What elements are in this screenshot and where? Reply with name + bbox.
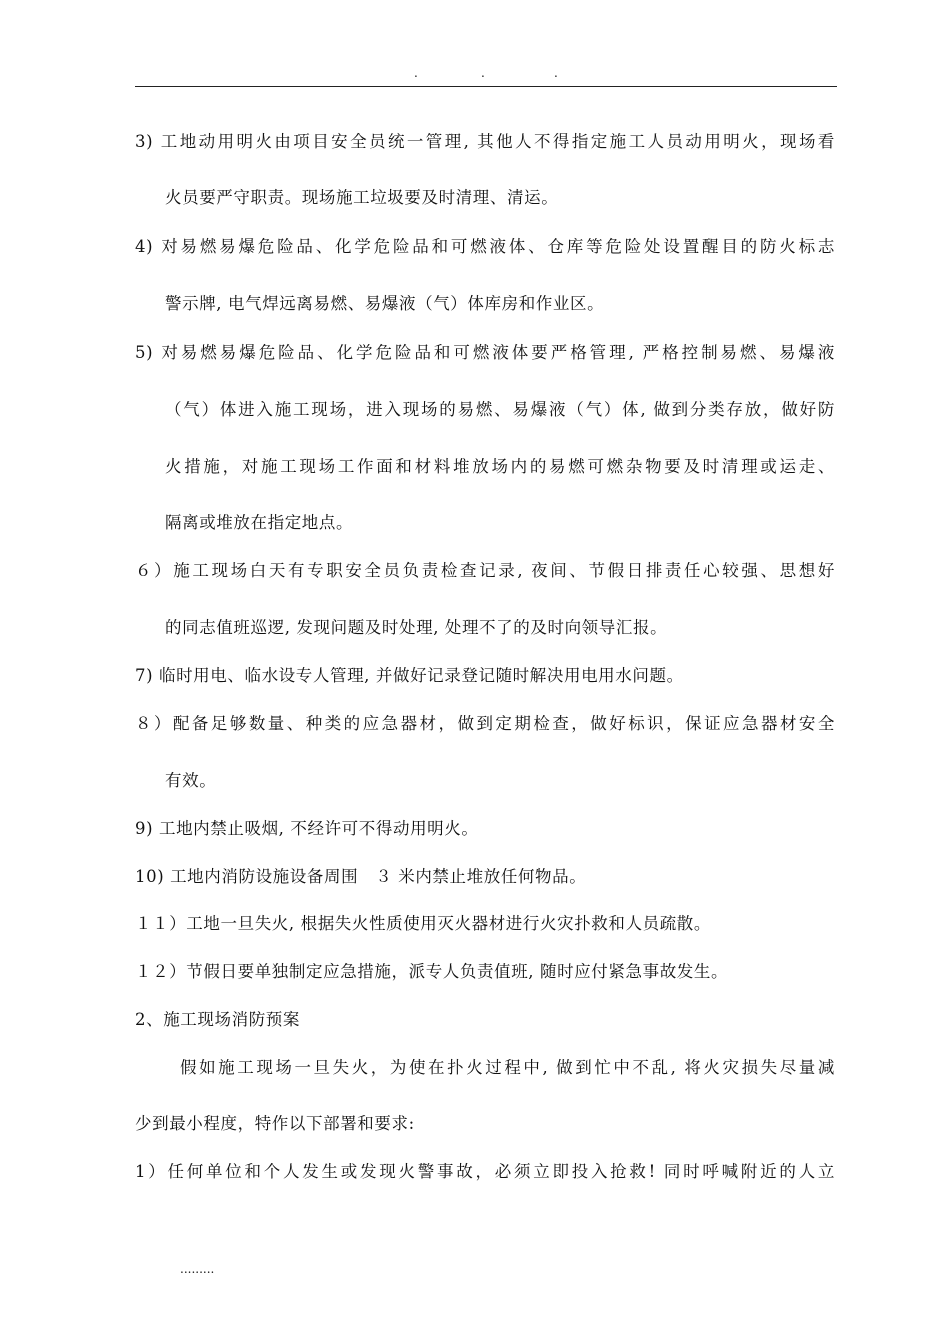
header-dot: . [554, 66, 558, 80]
text-line: 警示牌, 电气焊远离易燃、易爆液（气）体库房和作业区。 [165, 294, 605, 313]
section-heading: 2、施工现场消防预案 [135, 1010, 300, 1029]
text-line: １１）工地一旦失火, 根据失火性质使用灭火器材进行火灾扑救和人员疏散。 [135, 914, 711, 933]
text-line: 的同志值班巡逻, 发现问题及时处理, 处理不了的及时向领导汇报。 [165, 618, 668, 637]
text-line: （气）体进入施工现场，进入现场的易燃、易爆液（气）体, 做到分类存放，做好防 [165, 400, 835, 419]
text-line: 火员要严守职责。现场施工垃圾要及时清理、清运。 [165, 188, 559, 207]
text-line: 1）任何单位和个人发生或发现火警事故，必须立即投入抢救! 同时呼喊附近的人立 [135, 1162, 835, 1181]
text-line: 假如施工现场一旦失火，为使在扑火过程中, 做到忙中不乱, 将火灾损失尽量减 [180, 1058, 835, 1077]
text-line: 3) 工地动用明火由项目安全员统一管理, 其他人不得指定施工人员动用明火，现场看 [135, 132, 835, 151]
text-line: ６）施工现场白天有专职安全员负责检查记录, 夜间、节假日排责任心较强、思想好 [135, 561, 835, 580]
text-line: １２）节假日要单独制定应急措施，派专人负责值班, 随时应付紧急事故发生。 [135, 962, 729, 981]
text-line: 有效。 [165, 771, 217, 790]
header-dot: . [481, 66, 485, 80]
text-line: 7) 临时用电、临水设专人管理, 并做好记录登记随时解决用电用水问题。 [135, 666, 684, 685]
text-line: 隔离或堆放在指定地点。 [165, 513, 354, 532]
text-line: 4) 对易燃易爆危险品、化学危险品和可燃液体、仓库等危险处设置醒目的防火标志 [135, 237, 835, 256]
text-line: 火措施，对施工现场工作面和材料堆放场内的易燃可燃杂物要及时清理或运走、 [165, 457, 835, 476]
text-line: ８）配备足够数量、种类的应急器材，做到定期检查，做好标识，保证应急器材安全 [135, 714, 835, 733]
text-line: 9) 工地内禁止吸烟, 不经许可不得动用明火。 [135, 819, 479, 838]
header-rule [135, 86, 837, 87]
header-dot: . [414, 66, 418, 80]
text-line: 少到最小程度，特作以下部署和要求: [135, 1114, 415, 1133]
footer-dots: ......... [180, 1262, 215, 1276]
text-line: 5) 对易燃易爆危险品、化学危险品和可燃液体要严格管理, 严格控制易燃、易爆液 [135, 343, 835, 362]
text-line: 10) 工地内消防设施设备周围 ３ 米内禁止堆放任何物品。 [135, 867, 587, 886]
